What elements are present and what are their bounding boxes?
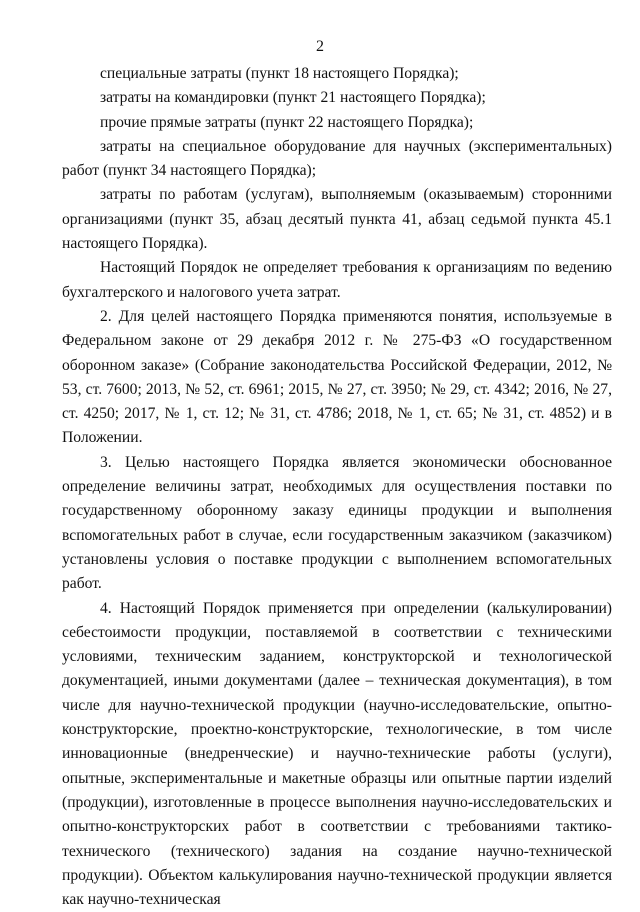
paragraph-travel-costs: затраты на командировки (пункт 21 настоящего Порядка);: [100, 89, 486, 107]
document-body: [62, 62, 612, 912]
paragraph-clause-2: 2. Для целей настоящего Порядка применяются понятия, используемые в Федеральном законе от 29 декабря 2012 г. № 275-ФЗ «О государственном оборонном заказе» (Собрание законодательства Российской Федерации, 2012, № 53, ст. 7600; 2013, № 52, ст. 6961; 2015, № 27, ст. 3950; № 29, ст. 4342; 2016, № 27, ст. 4250; 2017, № 1, ст. 12; № 31, ст. 4786; 2018, № 1, ст. 65; № 31, ст. 4852) и в Положении.: [62, 307, 612, 447]
page-number: 2: [316, 38, 324, 55]
paragraph-clause-4: 4. Настоящий Порядок применяется при определении (калькулировании) себестоимости продукции, поставляемой в соответствии с техническими условиями, техническим заданием, конструкторской и технологической документацией, иными документами (далее – техническая документация), в том числе для научно-технической продукции (научно-исследовательские, опытно-конструкторские, проектно-конструкторские, технологические, в том числе инновационные (внедренческие) и научно-технические работы (услуги), опытные, экспериментальные и макетные образцы или опытные партии изделий (продукции), изготовленные в процессе выполнения научно-исследовательских и опытно-конструкторских работ в соответствии с требованиями тактико-технического (технического) задания на создание научно-технической продукции). Объектом калькулирования научно-технической продукции является как научно-техническая: [62, 599, 612, 909]
paragraph-special-equipment-costs: затраты на специальное оборудование для научных (экспериментальных) работ (пункт 34 настоящего Порядка);: [62, 137, 612, 180]
paragraph-clause-3: 3. Целью настоящего Порядка является экономически обоснованное определение величины затрат, необходимых для осуществления поставки по государственному оборонному заказу единицы продукции и выполнения вспомогательных работ в случае, если государственным заказчиком (заказчиком) установлены условия о поставке продукции с выполнением вспомогательных работ.: [62, 453, 612, 593]
paragraph-other-direct-costs: прочие прямые затраты (пункт 22 настоящего Порядка);: [100, 113, 474, 131]
paragraph-third-party-costs: затраты по работам (услугам), выполняемым (оказываемым) сторонними организациями (пункт 35, абзац десятый пункта 41, абзац седьмой пункта 45.1 настоящего Порядка).: [62, 186, 612, 253]
paragraph-special-costs: специальные затраты (пункт 18 настоящего Порядка);: [100, 65, 459, 82]
paragraph-accounting-note: Настоящий Порядок не определяет требования к организациям по ведению бухгалтерского и налогового учета затрат.: [62, 259, 612, 301]
